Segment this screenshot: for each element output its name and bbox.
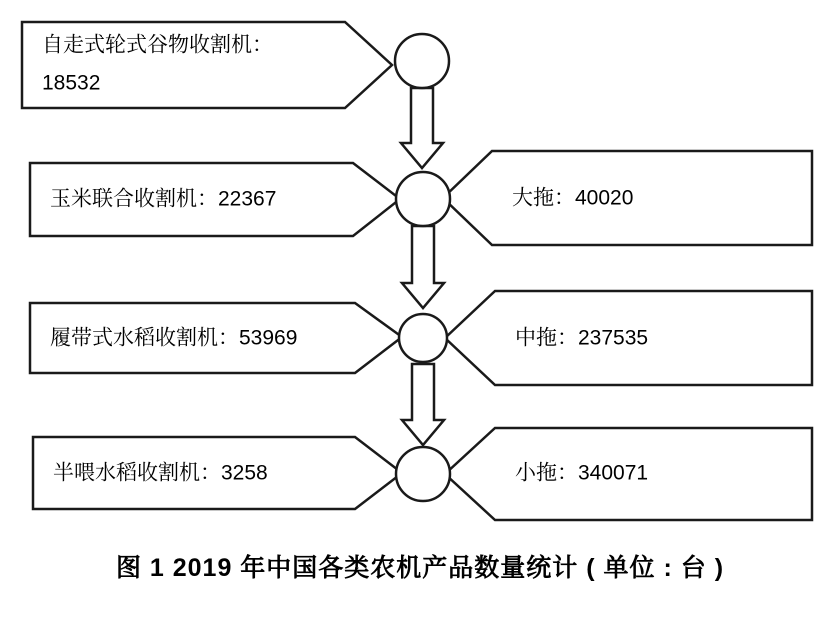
hub-circle-4 [396, 447, 450, 501]
connector-arrow-1 [401, 88, 443, 168]
connector-arrow-3 [402, 364, 444, 445]
right-node-3-label: 小拖：340071 [515, 461, 649, 485]
left-node-1-label-line2: 18532 [42, 71, 101, 95]
right-node-2-label: 中拖：237535 [515, 326, 649, 350]
left-node-4-label: 半喂水稻收割机：3258 [53, 461, 268, 485]
hub-circle-1 [395, 34, 449, 88]
left-node-4 [33, 437, 402, 509]
left-node-3 [30, 303, 402, 373]
left-node-1 [22, 22, 392, 108]
hub-circle-2 [396, 172, 450, 226]
right-node-1-label: 大拖：40020 [512, 186, 634, 210]
figure-caption: 图 1 2019 年中国各类农机产品数量统计 ( 单位 : 台 ) [115, 554, 725, 582]
left-node-2-label: 玉米联合收割机：22367 [50, 187, 277, 211]
right-node-3 [445, 428, 812, 520]
connector-arrow-2 [402, 226, 444, 308]
left-node-3-label: 履带式水稻收割机：53969 [50, 326, 298, 350]
left-node-1-label-line1: 自走式轮式谷物收割机： [42, 33, 273, 57]
left-node-2 [30, 163, 400, 236]
right-node-1 [443, 151, 812, 245]
hub-circle-3 [399, 314, 447, 362]
right-node-2 [445, 291, 812, 385]
